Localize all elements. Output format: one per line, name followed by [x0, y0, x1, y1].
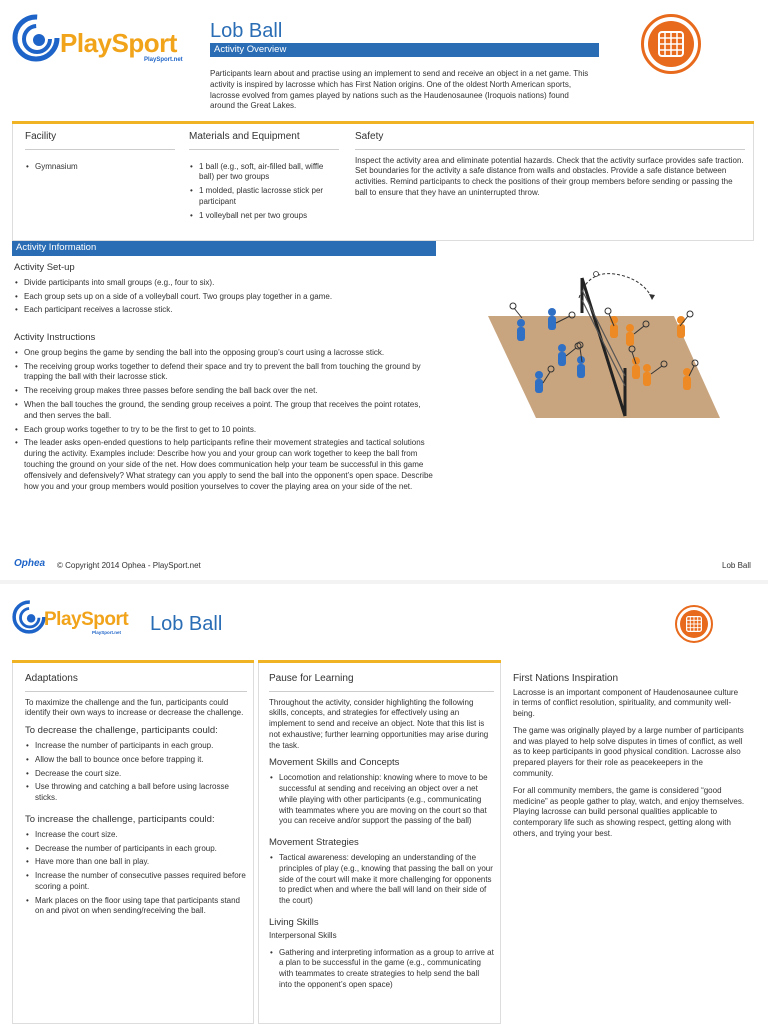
- setup-heading: Activity Set-up: [14, 262, 75, 273]
- safety-section: [355, 130, 745, 205]
- facility-heading: Facility: [25, 131, 57, 142]
- list-item: • Tactical awareness: developing an understanding of the principles of play (e.g., knowing that passing the ball on your side of the court will make it more challenging for opponents to predict when and where the ball will land on their side of the court): [269, 853, 494, 907]
- overview-text: Participants learn about and practise using an implement to send and receive an object in a net game. This activity is inspired by lacrosse which has First Nation origins. One of the oldest North American sports, lacrosse evolved from games played by nations such as the Haudenosaunee (Iroquois nations) found around the Great Lakes.: [210, 69, 589, 111]
- adaptations-intro: To maximize the challenge and the fun, participants could identify their own ways to increase or decrease the challenge.: [25, 697, 244, 718]
- list-item: • Use throwing and catching a ball before using lacrosse sticks.: [25, 782, 247, 804]
- pause-heading: Pause for Learning: [269, 673, 354, 684]
- list-item: • The receiving group makes three passes before sending the ball back over the net.: [14, 386, 434, 397]
- ophea-wordmark: Ophea: [14, 558, 46, 569]
- list-item: • 1 volleyball net per two groups: [189, 211, 339, 222]
- list-item: • Gymnasium: [25, 162, 175, 173]
- list-item: • Locomotion and relationship: knowing where to move to be successful at sending and receiving an object over a net while playing with other participants (e.g., communicating with teammates where you are moving on the court so that you can receive and/or support the passing of the ball): [269, 773, 494, 827]
- brand-name: PlaySport: [60, 28, 177, 58]
- playsport-swirl-icon: [12, 600, 46, 634]
- page-title: Lob Ball: [150, 613, 223, 635]
- footer-title: Lob Ball: [722, 561, 751, 570]
- decrease-heading: To decrease the challenge, participants could:: [25, 725, 218, 737]
- living-subheading: Interpersonal Skills: [269, 930, 337, 940]
- materials-heading: Materials and Equipment: [189, 131, 300, 142]
- first-nations-heading: First Nations Inspiration: [513, 673, 619, 684]
- safety-text: Inspect the activity area and eliminate potential hazards. Check that the activity surface provides safe traction. Set boundaries for the activity a safe distance from walls and obstacles. Provide a safe distance between activities. Remind participants to check the positions of their group members before sending or passing the ball to ensure that they have an uninterrupted throw.: [355, 155, 744, 197]
- living-heading: Living Skills: [269, 917, 319, 929]
- copyright-text: © Copyright 2014 Ophea - PlaySport.net: [57, 561, 201, 570]
- page-separator: [0, 580, 768, 584]
- activity-badge: [641, 14, 701, 74]
- list-item: • The leader asks open-ended questions to help participants refine their movement strategies and tactical solutions during the activity. Examples include: Describe how you and your group can work together to keep the ball from touching the ground on your side of the net. How does communication help your team be successful in this game offensively and defensively? What strategy can you apply to send the ball into the opponent’s open space. Describe how you and your group members would position yourselves to cover the playing area on your side of the net.: [14, 438, 434, 492]
- list-item: • When the ball touches the ground, the sending group receives a point. The group that receives the point rotates, and then serves the ball.: [14, 400, 434, 422]
- activity-overview-bar: Activity Overview: [210, 43, 599, 57]
- ophea-logo: [14, 557, 54, 575]
- list-item: • One group begins the game by sending the ball into the opposing group’s court using a lacrosse stick.: [14, 348, 434, 359]
- list-item: • Increase the number of consecutive passes required before scoring a point.: [25, 871, 247, 893]
- skills-heading: Movement Skills and Concepts: [269, 757, 400, 769]
- brand-name: PlaySport: [44, 609, 129, 630]
- list-item: • 1 molded, plastic lacrosse stick per participant: [189, 186, 339, 208]
- list-item: • Have more than one ball in play.: [25, 857, 247, 868]
- list-item: • Each participant receives a lacrosse stick.: [14, 305, 434, 316]
- adaptations-heading: Adaptations: [25, 673, 78, 684]
- list-item: • 1 ball (e.g., soft, air-filled ball, wiffle ball) per two groups: [189, 162, 339, 184]
- list-item: • Gathering and interpreting information as a group to arrive at a plan to be successful in the game (e.g., communicating with teammates to create strategies to help send the ball into the opponent’s open space): [269, 948, 494, 991]
- net-grid-icon: [686, 616, 702, 632]
- net-grid-icon: [658, 31, 684, 57]
- list-item: • Decrease the number of participants in each group.: [25, 844, 247, 855]
- first-nations-p2: The game was originally played by a large number of participants and was played to help solve disputes in times of conflict, as well as to keep participants in good physical condition. Lacrosse also prepared players for their role as peacekeepers in the community.: [513, 725, 744, 779]
- strategies-heading: Movement Strategies: [269, 837, 359, 849]
- brand-site: PlaySport.net: [144, 57, 183, 63]
- list-item: • Each group sets up on a side of a volleyball court. Two groups play together in a game.: [14, 292, 434, 303]
- court-illustration: [484, 268, 724, 428]
- activity-instructions: [14, 332, 434, 495]
- brand-site: PlaySport.net: [92, 630, 122, 635]
- brand-logo: [12, 14, 197, 66]
- brand-logo: [12, 600, 137, 640]
- first-nations-p3: For all community members, the game is considered “good medicine” as people gather to play, watch, and enjoy themselves. Playing lacrosse can build personal qualities applicable to contemporary life such as showing respect, getting along with others, and trying your best.: [513, 785, 745, 839]
- activity-setup: [14, 262, 434, 319]
- list-item: • Increase the number of participants in each group.: [25, 741, 247, 752]
- adaptations-section: [25, 672, 247, 920]
- list-item: • Decrease the court size.: [25, 769, 247, 780]
- increase-heading: To increase the challenge, participants could:: [25, 813, 215, 825]
- playsport-swirl-icon: [12, 14, 60, 62]
- page-title: Lob Ball: [210, 20, 283, 42]
- list-item: • Divide participants into small groups (e.g., four to six).: [14, 278, 434, 289]
- list-item: • Mark places on the floor using tape that participants stand on and pivot on when sending/receiving the ball.: [25, 896, 247, 918]
- activity-information-bar: Activity Information: [12, 241, 436, 256]
- pause-intro: Throughout the activity, consider highlighting the following skills, concepts, and strategies for effectively using an implement to send and receive an object. Note that this list is not exhaustive; further learning opportunities may arise during the task.: [269, 697, 489, 750]
- list-item: • Each group works together to try to be the first to get to 10 points.: [14, 425, 434, 436]
- activity-badge: [675, 605, 713, 643]
- list-item: • Allow the ball to bounce once before trapping it.: [25, 755, 247, 766]
- list-item: • The receiving group works together to defend their space and try to prevent the ball from touching the ground by trapping the ball with their lacrosse stick.: [14, 362, 434, 384]
- instructions-heading: Activity Instructions: [14, 332, 96, 343]
- list-item: • Increase the court size.: [25, 830, 247, 841]
- safety-heading: Safety: [355, 131, 384, 142]
- materials-section: [189, 130, 339, 224]
- pause-section: [269, 672, 494, 994]
- first-nations-p1: Lacrosse is an important component of Haudenosaunee culture in terms of conflict resolution, spirituality, and community well-being.: [513, 687, 739, 719]
- facility-section: [25, 130, 175, 175]
- first-nations-section: [513, 672, 745, 846]
